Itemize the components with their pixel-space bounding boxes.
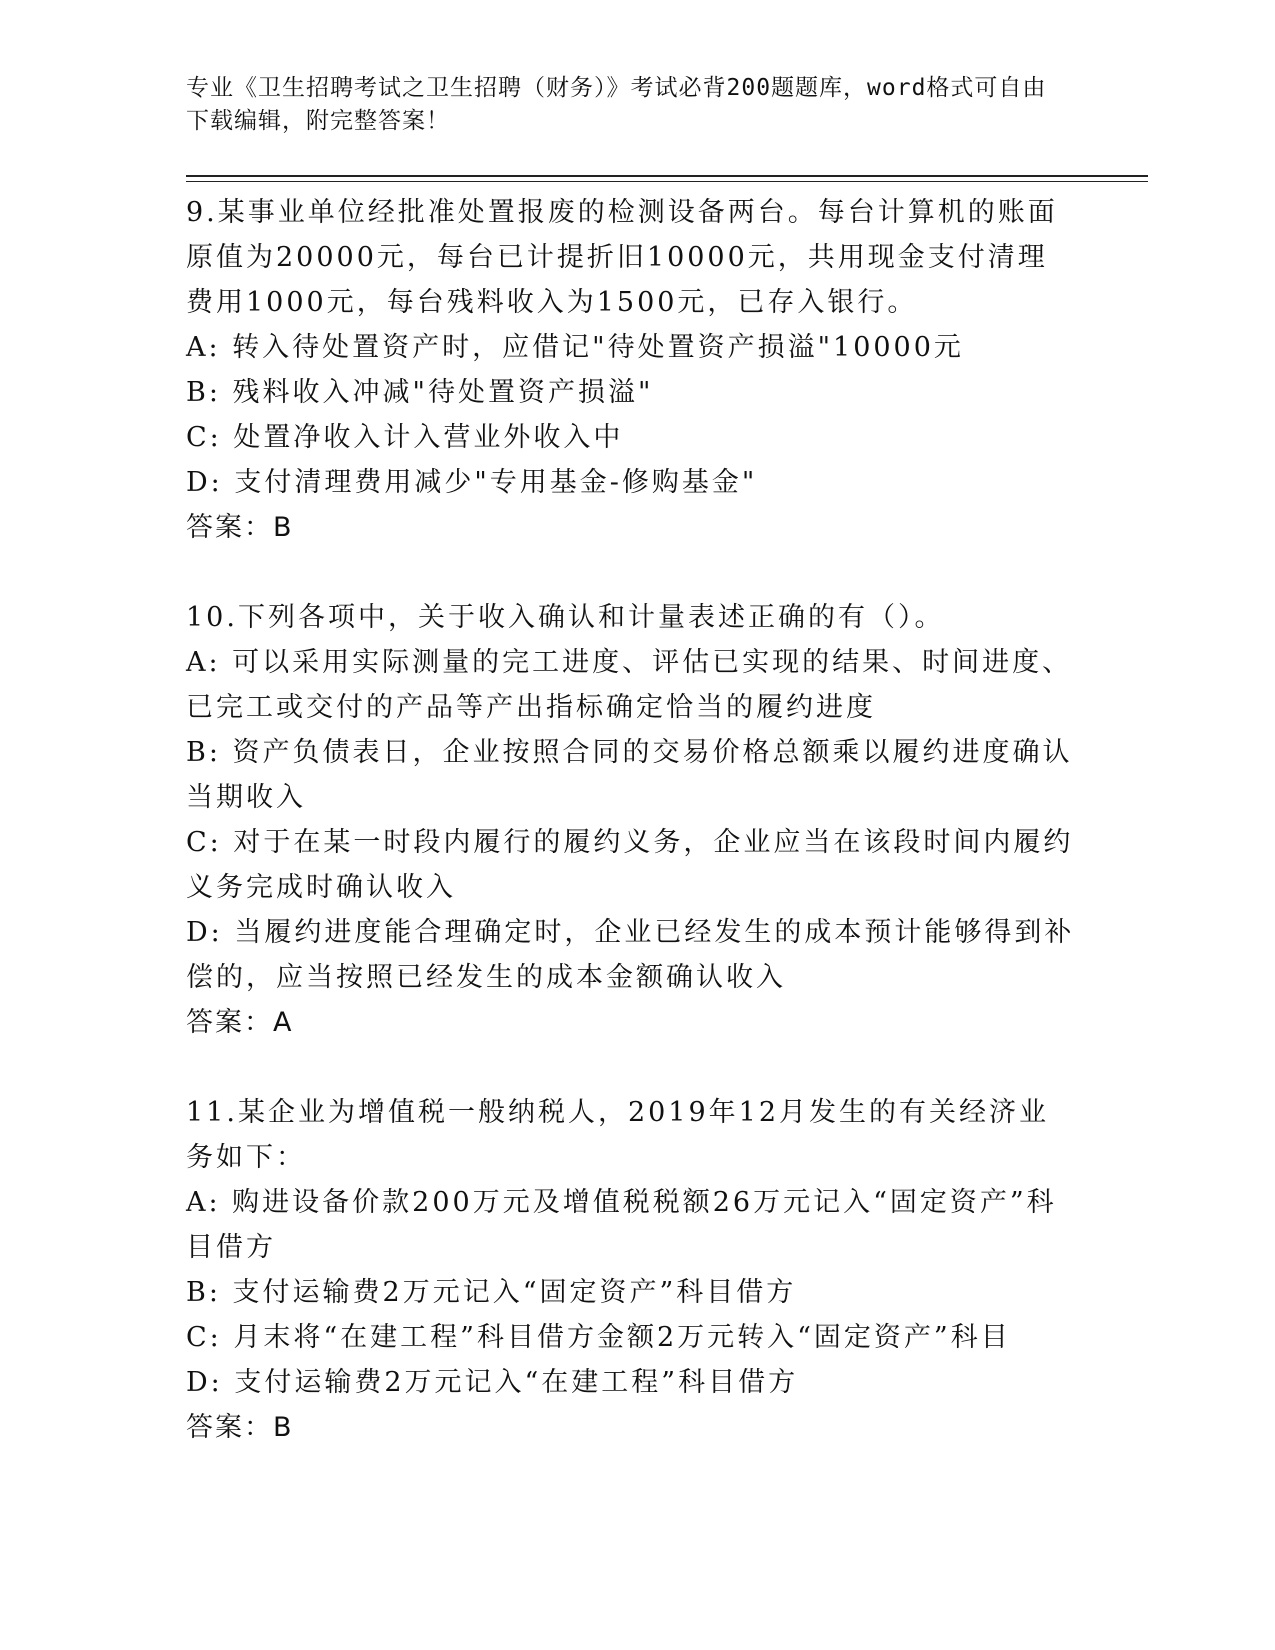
option-c: C: 月末将“在建工程”科目借方金额2万元转入“固定资产”科目 (186, 1322, 1011, 1353)
header-divider-thick (186, 175, 1148, 177)
option-d: D: 支付运输费2万元记入“在建工程”科目借方 (186, 1367, 799, 1398)
question-9 (186, 190, 1076, 550)
option-a: A: 可以采用实际测量的完工进度、评估已实现的结果、时间进度、已完工或交付的产品等产出指标确定恰当的履约进度 (186, 647, 1073, 723)
option-c: C: 对于在某一时段内履行的履约义务，企业应当在该段时间内履约义务完成时确认收入 (186, 827, 1074, 903)
document-header: 专业《卫生招聘考试之卫生招聘（财务）》考试必背200题题库，word格式可自由下载编辑，附完整答案！ (186, 75, 1047, 134)
question-10 (186, 595, 1076, 1045)
answer-label: 答案：B (186, 512, 294, 543)
question-list (186, 190, 1076, 1495)
option-b: B: 残料收入冲减"待处置资产损溢" (186, 377, 654, 408)
option-c: C: 处置净收入计入营业外收入中 (186, 422, 624, 453)
question-stem: 11.某企业为增值税一般纳税人，2019年12月发生的有关经济业务如下： (186, 1097, 1050, 1173)
option-b: B: 资产负债表日，企业按照合同的交易价格总额乘以履约进度确认当期收入 (186, 737, 1073, 813)
question-11 (186, 1090, 1076, 1450)
option-d: D: 当履约进度能合理确定时，企业已经发生的成本预计能够得到补偿的，应当按照已经发生的成本金额确认收入 (186, 917, 1075, 993)
option-d: D: 支付清理费用减少"专用基金-修购基金" (186, 467, 758, 498)
question-stem: 9.某事业单位经批准处置报废的检测设备两台。每台计算机的账面原值为20000元，每台已计提折旧10000元，共用现金支付清理费用1000元，每台残料收入为1500元，已存入银行。 (186, 197, 1058, 318)
header-divider-thin (186, 181, 1148, 182)
answer-label: 答案：B (186, 1412, 294, 1443)
option-a: A: 转入待处置资产时，应借记"待处置资产损溢"10000元 (186, 332, 964, 363)
question-stem: 10.下列各项中，关于收入确认和计量表述正确的有（）。 (186, 602, 945, 633)
answer-label: 答案：A (186, 1007, 294, 1038)
option-a: A: 购进设备价款200万元及增值税税额26万元记入“固定资产”科目借方 (186, 1187, 1057, 1263)
option-b: B: 支付运输费2万元记入“固定资产”科目借方 (186, 1277, 797, 1308)
